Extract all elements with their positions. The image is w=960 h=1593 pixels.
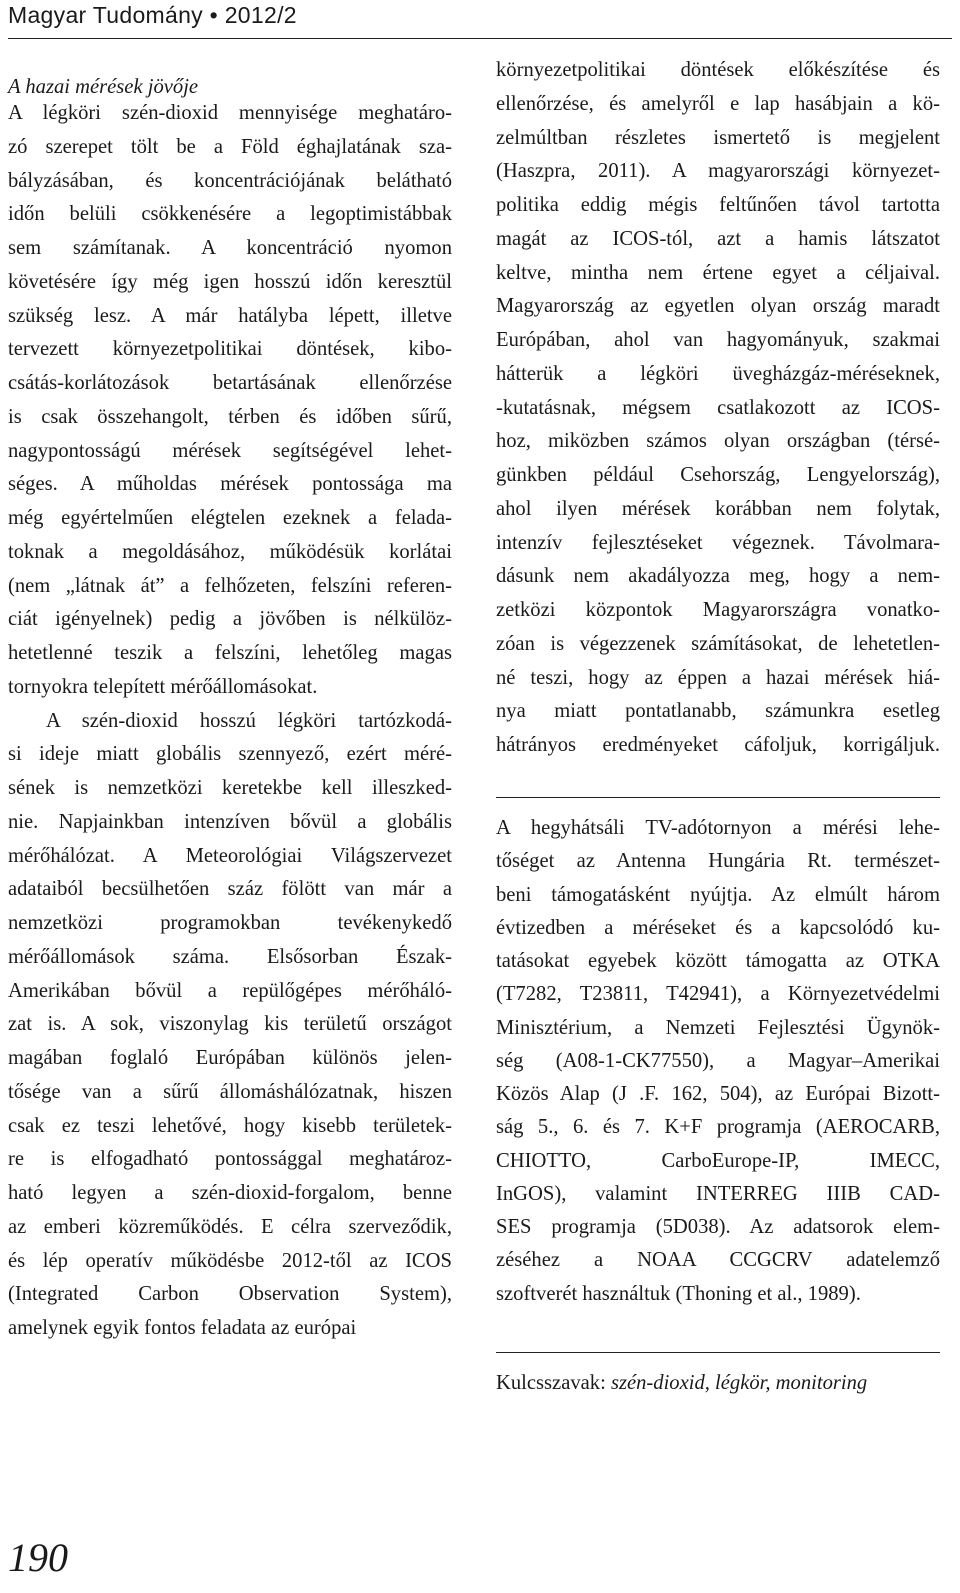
acknowledgement-line: évtizedben a méréseket és a kapcsolódó ku- xyxy=(496,916,940,939)
body-text-line: tornyokra telepített mérőállomásokat. xyxy=(8,675,318,698)
body-text-line: (nem „látnak át” a felhőzeten, felszíni referen- xyxy=(8,574,452,597)
body-text-line: Amerikában bővül a repülőgépes mérőháló- xyxy=(8,979,452,1002)
body-text-line: nie. Napjainkban intenzíven bővül a globális xyxy=(8,810,452,833)
body-text-line: Magyarország az egyetlen olyan ország maradt xyxy=(496,295,940,318)
body-text-line: szükség lesz. A már hatályba lépett, illetve xyxy=(8,304,452,327)
acknowledgement-line: Minisztérium, a Nemzeti Fejlesztési Ügynök- xyxy=(496,1016,940,1039)
keywords-label: Kulcsszavak: xyxy=(496,1372,606,1394)
body-text-line: dásunk nem akadályozza meg, hogy a nem- xyxy=(496,565,940,588)
body-text-line: ellenőrzése, és amelyről e lap hasábjain a kö- xyxy=(496,92,940,115)
body-text-line: ciát igényelnek) pedig a jövőben is nélkülöz- xyxy=(8,608,452,631)
body-text-line: időn belüli csökkenésére a legoptimistábbak xyxy=(8,203,452,226)
body-text-line: és lép operatív működésbe 2012-től az ICOS xyxy=(8,1249,452,1272)
body-text-line: még egyértelműen elégtelen ezeknek a felada- xyxy=(8,507,452,529)
journal-title: Magyar Tudomány • 2012/2 xyxy=(8,2,297,28)
body-text-line: sem számítanak. A koncentráció nyomon xyxy=(8,237,452,259)
body-text-line: si ideje miatt globális szennyező, ezért méré- xyxy=(8,743,452,766)
body-text-line: sének is nemzetközi keretekbe kell illeszked- xyxy=(8,777,452,799)
body-text-line: intenzív fejlesztéseket végeznek. Távolmara- xyxy=(496,531,940,554)
body-text-line: mérőállomások száma. Elsősorban Észak- xyxy=(8,945,452,968)
section-divider xyxy=(496,797,940,798)
body-text-line: hoz, miközben számos olyan országban (térsé- xyxy=(496,430,940,453)
body-text-line: Európában, ahol van hagyományuk, szakmai xyxy=(496,329,940,351)
body-text-line: politika eddig mégis feltűnően távol tartotta xyxy=(496,194,940,216)
acknowledgement-line: (T7282, T23811, T42941), a Környezetvédelmi xyxy=(496,983,940,1006)
body-text-line: (Integrated Carbon Observation System), xyxy=(8,1283,452,1306)
acknowledgement-line: A hegyhátsáli TV-adótornyon a mérési lehe- xyxy=(496,817,940,839)
body-text-line: séges. A műholdas mérések pontossága ma xyxy=(8,473,452,496)
body-text-line: nya miatt pontatlanabb, számunkra esetleg xyxy=(496,700,940,723)
body-text-line: környezetpolitikai döntések előkészítése és xyxy=(496,59,940,81)
body-text-line: A légköri szén-dioxid mennyisége meghatáro- xyxy=(8,102,452,124)
body-text-line: zat is. A sok, viszonylag kis területű országot xyxy=(8,1013,452,1036)
body-text-line: magát az ICOS-tól, azt a hamis látszatot xyxy=(496,227,940,250)
body-text-line: nemzetközi programokban tevékenykedő xyxy=(8,912,452,934)
body-text-line: re is elfogadható pontossággal meghatároz- xyxy=(8,1148,452,1171)
acknowledgement-line: InGOS), valamint INTERREG IIIB CAD- xyxy=(496,1182,940,1205)
body-text-line: az emberi közreműködés. E célra szerveződik, xyxy=(8,1215,452,1238)
acknowledgement-line: ság 5., 6. és 7. K+F programja (AEROCARB, xyxy=(496,1116,940,1139)
body-text-line: zóan is végezzenek számításokat, de lehetetlen- xyxy=(496,632,940,655)
acknowledgement-line: ség (A08-1-CK77550), a Magyar–Amerikai xyxy=(496,1049,940,1072)
body-text-line: hátrányos eredményeket cáfoljuk, korrigáljuk. xyxy=(496,734,940,756)
body-text-line: günkben például Csehország, Lengyelország), xyxy=(496,464,940,486)
keywords-divider xyxy=(496,1352,940,1353)
acknowledgement-line: tatásokat egyebek között támogatta az OTKA xyxy=(496,950,940,972)
body-text-line: ahol ilyen mérések korábban nem folytak, xyxy=(496,497,940,520)
body-text-line: né teszi, hogy az éppen a hazai mérések hiá- xyxy=(496,666,940,689)
body-text-line: tervezett környezetpolitikai döntések, kibo- xyxy=(8,338,452,361)
body-text-line: csak ez teszi lehetővé, hogy kisebb területek- xyxy=(8,1114,452,1137)
body-text-line: amelynek egyik fontos feladata az európai xyxy=(8,1317,357,1339)
body-text-line: hátterük a légköri üvegházgáz-méréseknek, xyxy=(496,362,940,385)
body-text-line: adataiból becsülhetően száz fölött van már a xyxy=(8,878,452,901)
body-text-line: is csak összehangolt, térben és időben sűrű, xyxy=(8,405,452,428)
section-heading: A hazai mérések jövője xyxy=(8,76,199,98)
acknowledgement-line: beni támogatásként nyújtja. Az elmúlt három xyxy=(496,883,940,906)
body-text-line: ható legyen a szén-dioxid-forgalom, benne xyxy=(8,1182,452,1204)
body-text-line: nagypontosságú mérések segítségével lehet- xyxy=(8,439,452,462)
body-text-line: mérőhálózat. A Meteorológiai Világszervezet xyxy=(8,844,452,867)
body-text-line: zó szerepet tölt be a Föld éghajlatának sza- xyxy=(8,135,452,158)
body-text-line: csátás-korlátozások betartásának ellenőrzése xyxy=(8,372,452,394)
page-number: 190 xyxy=(8,1535,68,1580)
acknowledgement-line: SES programja (5D038). Az adatsorok elem- xyxy=(496,1216,940,1238)
running-header xyxy=(8,0,952,39)
body-text-line: zelmúltban részletes ismertető is megjelent xyxy=(496,126,940,149)
body-text-line: zetközi központok Magyarországra vonatko- xyxy=(496,599,940,621)
keywords-terms: szén-dioxid, légkör, monitoring xyxy=(610,1372,868,1394)
body-text-line: A szén-dioxid hosszú légköri tartózkodá- xyxy=(46,709,452,732)
body-text-line: magában foglaló Európában különös jelen- xyxy=(8,1047,452,1069)
acknowledgement-line: tőséget az Antenna Hungária Rt. természet- xyxy=(496,850,940,873)
acknowledgement-line: szoftverét használtuk (Thoning et al., 1989). xyxy=(496,1282,861,1305)
acknowledgement-line: CHIOTTO, CarboEurope-IP, IMECC, xyxy=(496,1149,940,1172)
body-text-line: követésére így még igen hosszú időn keresztül xyxy=(8,270,452,293)
body-text-line: toknak a megoldásához, működésük korlátai xyxy=(8,540,452,563)
body-text-line: tősége van a sűrű állomáshálózatnak, hiszen xyxy=(8,1080,452,1103)
body-text-line: bályzásában, és koncentrációjának belátható xyxy=(8,169,452,192)
body-text-line: -kutatásnak, mégsem csatlakozott az ICOS- xyxy=(496,396,940,419)
acknowledgement-line: Közös Alap (J .F. 162, 504), az Európai Bizott- xyxy=(496,1083,940,1105)
body-text-line: keltve, mintha nem értene egyet a céljaival. xyxy=(496,261,940,284)
body-text-line: hetetlenné teszik a felszíni, lehetőleg magas xyxy=(8,642,452,664)
body-text-line: (Haszpra, 2011). A magyarországi környezet- xyxy=(496,160,940,183)
keywords xyxy=(496,1367,867,1401)
acknowledgement-line: zéséhez a NOAA CCGCRV adatelemző xyxy=(496,1249,940,1272)
